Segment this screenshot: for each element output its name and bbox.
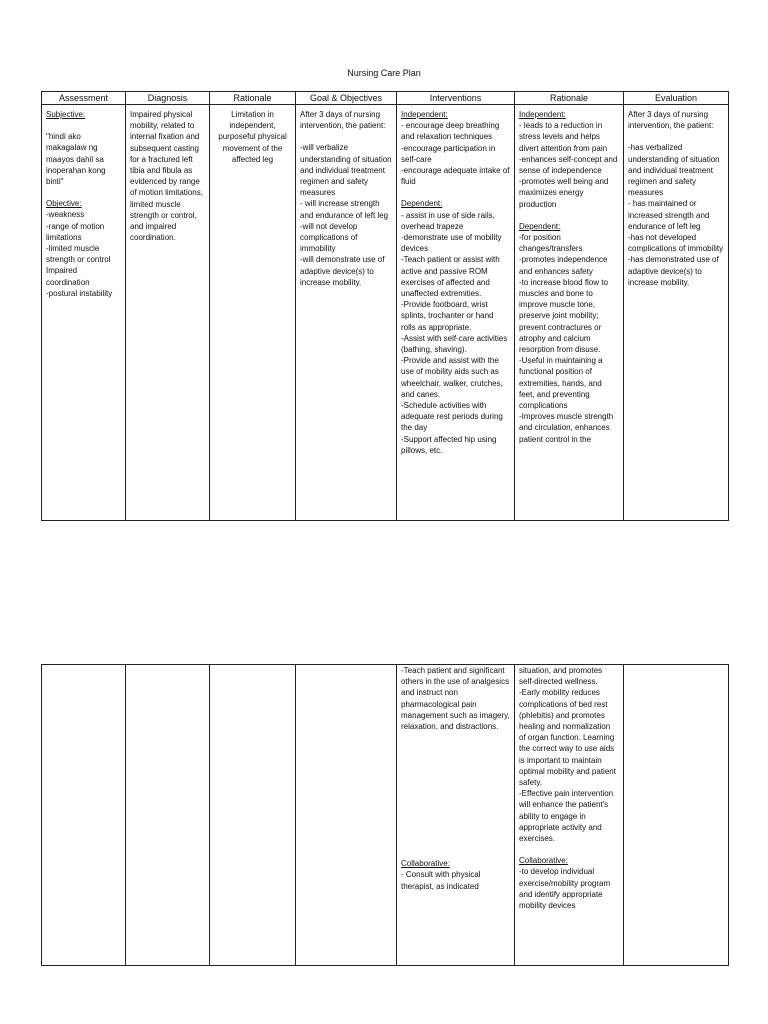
assessment-cell [42, 105, 126, 521]
interventions-cell-2 [397, 665, 515, 966]
header-interventions: Interventions [397, 92, 515, 105]
independent-label: Independent: [401, 110, 448, 119]
evaluation-cell [624, 105, 729, 521]
page-title: Nursing Care Plan [347, 68, 421, 78]
evaluation-intro: After 3 days of nursing intervention, the patient: [628, 110, 714, 131]
goal-items: -will verbalize understanding of situation and individual treatment regimen and safety measures - will increase strength and endurance of left leg -will not develop complications of immobility -will demonstrate use of adaptive device(s) to increase mobility. [300, 143, 392, 287]
diagnosis-cell: Impaired physical mobility, related to internal fixation and subsequent casting for a fractured left tibia and fibula as evidenced by range of motion limitations, limited muscle strength or control, and impaired coordination. [126, 105, 210, 521]
assessment-cell-2 [42, 665, 126, 966]
evaluation-items: -has verbalized understanding of situation and individual treatment regimen and safety measures - has maintained or increased strength and endurance of left leg -has not developed complications of immobility -has demonstrated use of adaptive device(s) to increase mobility. [628, 143, 724, 287]
dependent-text: - assist in use of side rails, overhead trapeze -demonstrate use of mobility devices -Teach patient or assist with active and passive ROM exercises of affected and unaffected extremities. -Provide footboard, wrist splints, trochanter or hand rolls as appropriate. -Assist with self-care activities (bathing, shaving). -Provide and assist with the use of mobility aids such as wheelchair, walker, crutches, and canes. -Schedule activities with adequate rest periods during the day -Support affected hip using pillows, etc. [401, 210, 508, 455]
rationale-independent-label: Independent: [519, 110, 566, 119]
header-rationale: Rationale [210, 92, 296, 105]
collaborative-label: Collaborative: [401, 859, 450, 869]
rationale-dependent-text: -for position changes/transfers -promotes independence and enhances safety -to increase blood flow to muscles and bone to improve muscle tone, preserve joint mobility; prevent contractures or atrophy and calcium resorption from disuse. -Useful in maintaining a functional position of extremities, hands, and feet, and preventing complications -Improves muscle strength and circulation, enhances patient control in the [519, 233, 614, 444]
objective-text: -weakness -range of motion limitations -limited muscle strength or control Impaired coordination -postural instability [46, 210, 113, 298]
collaborative-text: - Consult with physical therapist, as indicated [401, 870, 481, 891]
care-plan-table-page-2 [41, 664, 729, 966]
diagnosis-cell-2 [126, 665, 210, 966]
header-goal-objectives: Goal & Objectives [296, 92, 397, 105]
header-row [42, 92, 729, 105]
care-plan-table-page-1 [41, 91, 729, 521]
goal-cell [296, 105, 397, 521]
rationale-collaborative-text: -to develop individual exercise/mobility program and identify appropriate mobility devices [519, 867, 611, 911]
interventions-continued-text: -Teach patient and significant others in the use of analgesics and instruct non pharmacological pain management such as imagery, relaxation, and distractions. [401, 666, 510, 732]
rationale-cell-2 [210, 665, 296, 966]
subjective-text: "hindi ako makagalaw ng maayos dahil sa inoperahan kong binti" [46, 132, 106, 187]
header-assessment: Assessment [42, 92, 126, 105]
header-evaluation: Evaluation [624, 92, 729, 105]
subjective-label: Subjective: [46, 110, 86, 119]
goal-intro: After 3 days of nursing intervention, the patient: [300, 110, 386, 131]
rationale-cell: Limitation in independent, purposeful physical movement of the affected leg [210, 105, 296, 521]
header-diagnosis: Diagnosis [126, 92, 210, 105]
independent-text: - encourage deep breathing and relaxation techniques -encourage participation in self-care -encourage adequate intake of fluid [401, 121, 510, 187]
content-row [42, 105, 729, 521]
objective-label: Objective: [46, 199, 82, 209]
rationale-continued-text: situation, and promotes self-directed wellness. -Early mobility reduces complications of bed rest (phlebitis) and promotes healing and normalization of organ function. Learning the correct way to use aids is important to maintain optimal mobility and patient safety. -Effective pain intervention will enhance the patient's ability to engage in appropriate activity and exercises. [519, 666, 616, 844]
rationale-dependent-label: Dependent: [519, 221, 561, 231]
header-rationale-2: Rationale [515, 92, 624, 105]
evaluation-cell-2 [624, 665, 729, 966]
rationale-2-cell [515, 105, 624, 521]
dependent-label: Dependent: [401, 199, 443, 209]
interventions-cell [397, 105, 515, 521]
rationale-2-cell-2 [515, 665, 624, 966]
continuation-row [42, 665, 729, 966]
rationale-collaborative-label: Collaborative: [519, 856, 568, 866]
rationale-independent-text: - leads to a reduction in stress levels and helps divert attention from pain -enhances self-concept and sense of independence -promotes well being and maximizes energy production [519, 121, 618, 209]
goal-cell-2 [296, 665, 397, 966]
